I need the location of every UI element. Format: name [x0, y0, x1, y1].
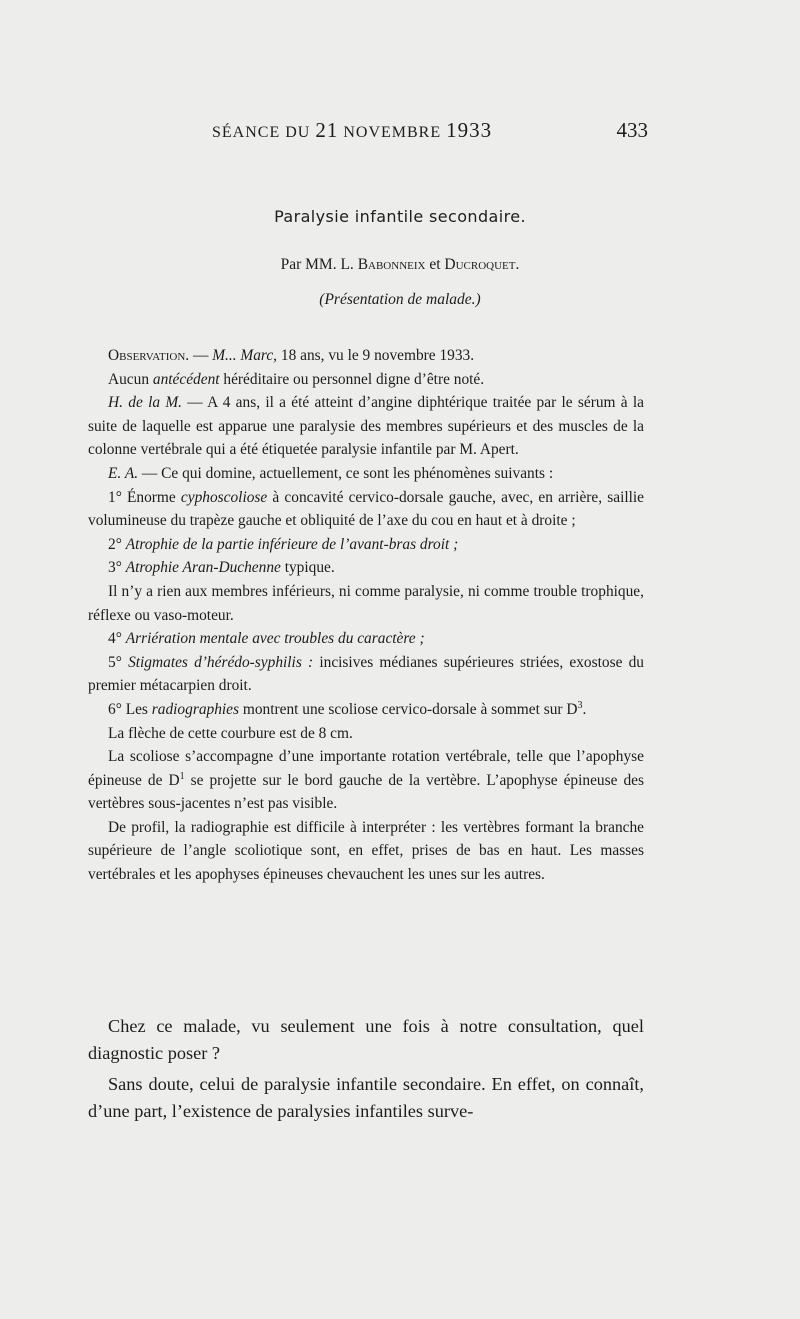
paragraph-item-3 — [88, 556, 644, 580]
page-header — [88, 118, 648, 148]
paragraph-item-5 — [88, 651, 644, 698]
author-ducroquet: Ducroquet — [444, 256, 516, 273]
paragraph-history — [88, 391, 644, 462]
emphasis: Atrophie de la partie inférieure de l’avant-bras droit ; — [125, 535, 459, 553]
article-title: Paralysie infantile secondaire. — [274, 207, 526, 226]
text: se projette sur le bord gauche de la vertèbre. L’apophyse épineuse des vertèbres sous-jacentes n’est pas visible. — [88, 771, 644, 813]
observation-label: Observation — [108, 347, 186, 364]
text: . — [582, 700, 587, 718]
article-body — [88, 344, 644, 887]
paragraph-item-4 — [88, 627, 644, 651]
emphasis: Arriération mentale avec troubles du caractère ; — [125, 630, 425, 648]
running-head — [212, 118, 492, 143]
running-head-text: SÉANCE DU — [212, 124, 316, 141]
paragraph-question: Chez ce malade, vu seulement une fois à notre consultation, quel diagnostic poser ? — [88, 1016, 644, 1063]
running-head-day: 21 — [315, 118, 339, 142]
authors-conj: et — [425, 256, 445, 273]
author-babonneix: Babonneix — [357, 256, 426, 273]
paragraph-exam — [88, 462, 644, 486]
text: à concavité cervico-dorsale gauche, avec, en arrière, saillie volumineuse du trapèze gauche et obliquité de l’axe du cou en haut et à droite ; — [88, 488, 645, 530]
paragraph-observation — [88, 344, 644, 368]
text: Aucun — [108, 370, 153, 388]
exam-label: E. A. — [108, 464, 139, 482]
text: 2° — [108, 535, 126, 553]
observation-text: 18 ans, vu le 9 novembre 1933. — [277, 347, 475, 364]
dash: . — — [185, 347, 213, 364]
paragraph-antecedents — [88, 368, 644, 392]
emphasis: cyphoscoliose — [180, 488, 268, 506]
authors-line — [0, 256, 800, 274]
paragraph-item-2 — [88, 533, 644, 557]
text: La scoliose s’accompagne d’une importante rotation vertébrale, telle que l’apophyse épineuse de D — [88, 748, 644, 789]
running-head-month: NOVEMBRE — [338, 124, 447, 141]
text: héréditaire ou personnel digne d’être noté. — [219, 370, 485, 388]
paragraph-rotation — [88, 745, 644, 816]
emphasis: Atrophie Aran-Duchenne — [125, 559, 281, 577]
superscript: 3 — [577, 699, 583, 711]
superscript: 1 — [179, 770, 185, 782]
emphasis: radiographies — [151, 700, 239, 718]
paragraph-curvature: La flèche de cette courbure est de 8 cm. — [108, 724, 353, 742]
running-head-year: 1933 — [446, 118, 493, 142]
article-subtitle: (Présentation de malade.) — [319, 291, 481, 308]
authors-prefix: Par MM. L. — [280, 256, 358, 273]
paragraph-diagnosis: Sans doute, celui de paralysie infantile secondaire. En effet, on connaît, d’une part, l’existence de paralysies infantiles surve- — [88, 1074, 644, 1121]
page-number: 433 — [616, 118, 648, 142]
paragraph-item-6 — [88, 698, 644, 722]
text: — Ce qui domine, actuellement, ce sont les phénomènes suivants : — [138, 464, 554, 482]
history-label: H. de la M. — [108, 394, 183, 412]
emphasis: Stigmates d’hérédo-syphilis : — [128, 653, 314, 671]
paragraph-profile: De profil, la radiographie est difficile à interpréter : les vertèbres formant la branche supérieure de l’angle scoliotique sont, en effet, prises de bas en haut. Les masses vertébrales et les apophyses épineuses chevauchent les unes sur les autres. — [88, 818, 644, 884]
text: 6° Les — [108, 700, 152, 718]
text: incisives médianes supérieures striées, exostose du premier métacarpien droit. — [88, 653, 644, 695]
emphasis: antécédent — [152, 370, 220, 388]
text: typique. — [280, 559, 335, 577]
discussion-text — [88, 1013, 644, 1129]
text: — A 4 ans, il a été atteint d’angine diphtérique traitée par le sérum à la suite de laquelle est apparue une paralysie des membres supérieurs et des muscles de la colonne vertébrale qui a été étiquetée paralysie infantile par M. Apert. — [88, 394, 645, 459]
authors-suffix: . — [515, 256, 520, 273]
text: montrent une scoliose cervico-dorsale à sommet sur D — [239, 700, 578, 718]
text: 1° Énorme — [108, 488, 181, 506]
paragraph-item-1 — [88, 486, 644, 533]
text: 3° — [108, 559, 126, 577]
text: 5° — [108, 653, 129, 671]
paragraph-lower-limbs: Il n’y a rien aux membres inférieurs, ni comme paralysie, ni comme trouble trophique, réflexe ou vaso-moteur. — [88, 582, 644, 624]
patient-name: M... Marc, — [212, 347, 278, 364]
text: 4° — [108, 630, 126, 648]
